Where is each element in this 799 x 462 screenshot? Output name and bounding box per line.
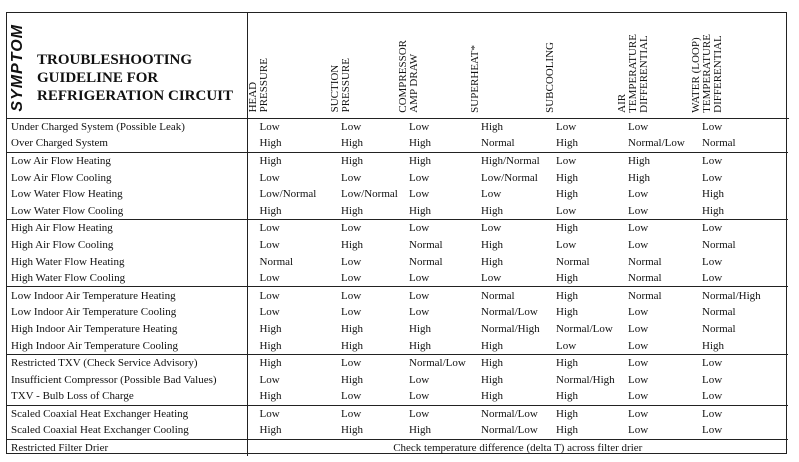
value-cell: Low [341, 120, 362, 133]
value-cell: High [397, 135, 469, 152]
value-cell: Low [628, 222, 649, 235]
value-cell: Low [409, 188, 430, 201]
value-cell: Low [341, 407, 362, 420]
value-cell: Low [702, 222, 723, 235]
symptom-cell: Low Air Flow Cooling [7, 169, 247, 186]
symptom-cell: High Air Flow Cooling [7, 237, 247, 254]
column-header-compressor-amp-draw: COMPRESSOR AMP DRAW [397, 13, 469, 118]
value-cell: Low [409, 222, 430, 235]
symptom-cell: Scaled Coaxial Heat Exchanger Heating [7, 405, 247, 422]
value-cell: High [341, 238, 363, 251]
value-cell: Low [397, 388, 469, 405]
symptom-cell: Scaled Coaxial Heat Exchanger Cooling [7, 422, 247, 439]
troubleshooting-table-frame [6, 12, 787, 454]
value-cell: Normal [469, 135, 544, 152]
value-cell: High [544, 388, 616, 405]
column-header-head-pressure: HEAD PRESSURE [247, 13, 329, 118]
value-cell: High [690, 202, 788, 219]
symptom-label: SYMPTOM [9, 23, 26, 112]
value-cell: Normal/Low [556, 322, 613, 335]
value-cell: Low [702, 255, 723, 268]
value-cell: Normal [690, 135, 788, 152]
header-row [7, 13, 788, 118]
value-cell: Low [259, 171, 280, 184]
column-header-superheat: SUPERHEAT* [469, 13, 544, 118]
value-cell: Low [702, 171, 723, 184]
table-row [7, 388, 788, 405]
value-cell: High [397, 422, 469, 439]
value-cell: Low [690, 422, 788, 439]
value-cell: High [247, 202, 329, 219]
table-row [7, 337, 788, 354]
symptom-cell: Insufficient Compressor (Possible Bad Values) [7, 371, 247, 388]
value-cell: Low [259, 222, 280, 235]
value-cell: High [481, 357, 503, 370]
value-cell: Low [409, 120, 430, 133]
value-cell: High [397, 202, 469, 219]
value-cell: Normal/High [556, 373, 615, 386]
value-cell: Low [409, 171, 430, 184]
value-cell: Low [341, 171, 362, 184]
table-row [7, 422, 788, 439]
value-cell: High [544, 135, 616, 152]
value-cell: Normal/Low [481, 407, 538, 420]
value-cell: Low [259, 238, 280, 251]
table-row [7, 118, 788, 135]
value-cell: High [247, 135, 329, 152]
value-cell: High [329, 135, 397, 152]
value-cell: Low [341, 222, 362, 235]
symptom-cell: Low Indoor Air Temperature Heating [7, 287, 247, 304]
column-header-air-temperature-differential: AIR TEMPERATURE DIFFERENTIAL [616, 13, 690, 118]
value-cell: High [409, 154, 431, 167]
table-row [7, 202, 788, 219]
value-cell: High [259, 154, 282, 167]
value-cell: Low [702, 120, 723, 133]
value-cell: Low [556, 154, 577, 167]
value-cell: Low [556, 120, 577, 133]
value-cell: Low [481, 188, 502, 201]
table-row [7, 152, 788, 169]
symptom-cell: Low Air Flow Heating [7, 152, 247, 169]
value-cell: Low [409, 289, 430, 302]
value-cell: Low [259, 373, 280, 386]
value-cell: Low [329, 270, 397, 287]
table-row [7, 253, 788, 270]
value-cell: Low [259, 289, 280, 302]
value-cell: Low [628, 188, 649, 201]
value-cell: Low [469, 270, 544, 287]
symptom-cell: Low Water Flow Cooling [7, 202, 247, 219]
value-cell: High [259, 322, 282, 335]
value-cell: High [329, 202, 397, 219]
value-cell: High [469, 337, 544, 354]
table-row [7, 304, 788, 321]
value-cell: Low [259, 407, 280, 420]
value-cell: High [259, 357, 282, 370]
value-cell: Low [556, 238, 577, 251]
value-cell: Normal [409, 238, 443, 251]
value-cell: High [481, 238, 503, 251]
symptom-cell: Under Charged System (Possible Leak) [7, 118, 247, 135]
symptom-header-cell [7, 13, 247, 118]
table-row [7, 287, 788, 304]
value-cell: Normal/Low [616, 135, 690, 152]
table-row [7, 237, 788, 254]
value-cell: Normal/High [481, 322, 540, 335]
table-row [7, 186, 788, 203]
value-cell: Low [702, 154, 723, 167]
value-cell: Normal [628, 255, 662, 268]
value-cell: High [247, 422, 329, 439]
table-row [7, 135, 788, 152]
value-cell: Normal [556, 255, 590, 268]
value-cell: Low [702, 407, 723, 420]
column-header-water-temperature-differential: WATER (LOOP) TEMPERATURE DIFFERENTIAL [690, 13, 788, 118]
value-cell: High [702, 188, 724, 201]
value-cell: High/Normal [481, 154, 540, 167]
value-cell: High [247, 388, 329, 405]
value-cell: Normal [628, 289, 662, 302]
symptom-cell: TXV - Bulb Loss of Charge [7, 388, 247, 405]
value-cell: Normal/High [702, 289, 761, 302]
table-row [7, 405, 788, 422]
value-cell: High [690, 337, 788, 354]
value-cell: Low [690, 388, 788, 405]
table-title: TROUBLESHOOTING GUIDELINE FOR REFRIGERATION CIRCUIT [37, 52, 233, 104]
table-row [7, 321, 788, 338]
value-cell: High [556, 357, 578, 370]
symptom-cell: Low Water Flow Heating [7, 186, 247, 203]
value-cell: Low [702, 357, 723, 370]
value-cell: High [628, 154, 650, 167]
symptom-cell: Restricted TXV (Check Service Advisory) [7, 354, 247, 371]
value-cell: Low/Normal [481, 171, 538, 184]
value-cell: Low/Normal [341, 188, 398, 201]
value-cell: Low [397, 270, 469, 287]
symptom-cell: High Air Flow Heating [7, 220, 247, 237]
table-row [7, 371, 788, 388]
value-cell: Normal [259, 255, 294, 268]
table-body [7, 118, 788, 456]
value-cell: Low [690, 270, 788, 287]
value-cell: Low [628, 357, 649, 370]
value-cell: High [469, 202, 544, 219]
value-cell: High [544, 422, 616, 439]
value-cell: Low [341, 306, 362, 319]
value-cell: High [341, 322, 363, 335]
value-cell: High [481, 255, 503, 268]
table-row [7, 220, 788, 237]
value-cell: Low [481, 222, 502, 235]
symptom-cell: Restricted Filter Drier [7, 439, 247, 456]
value-cell: High [556, 306, 578, 319]
value-cell: High [556, 188, 578, 201]
filter-drier-note: Check temperature difference (delta T) across filter drier [393, 442, 643, 455]
symptom-cell: High Water Flow Cooling [7, 270, 247, 287]
value-cell: High [556, 407, 578, 420]
value-cell: Low [259, 306, 280, 319]
value-cell: Low/Normal [259, 188, 317, 201]
value-cell: Low [341, 255, 362, 268]
value-cell: High [329, 422, 397, 439]
table-row [7, 169, 788, 186]
symptom-cell: Low Indoor Air Temperature Cooling [7, 304, 247, 321]
value-cell: Low [628, 373, 649, 386]
value-cell: High [247, 337, 329, 354]
value-cell: Low [628, 322, 649, 335]
value-cell: Low [616, 422, 690, 439]
value-cell: High [341, 373, 363, 386]
value-cell: Low [341, 289, 362, 302]
symptom-cell: High Water Flow Heating [7, 253, 247, 270]
value-cell: Normal [702, 238, 736, 251]
symptom-cell: High Indoor Air Temperature Cooling [7, 337, 247, 354]
value-cell: High [409, 322, 431, 335]
value-cell: Normal [409, 255, 443, 268]
value-cell: High [628, 171, 650, 184]
value-cell: Normal/Low [409, 357, 466, 370]
value-cell: Normal/Low [481, 306, 538, 319]
value-cell: Low [702, 373, 723, 386]
value-cell: High [481, 373, 503, 386]
value-cell: Low [544, 202, 616, 219]
column-header-suction-pressure: SUCTION PRESSURE [329, 13, 397, 118]
value-cell: High [341, 154, 363, 167]
value-cell: Low [409, 373, 430, 386]
value-cell: Low [341, 357, 362, 370]
value-cell: Low [329, 388, 397, 405]
value-cell: Normal [702, 322, 736, 335]
value-cell: Normal [702, 306, 736, 319]
value-cell: High [397, 337, 469, 354]
value-cell: Low [409, 306, 430, 319]
table-row [7, 354, 788, 371]
troubleshooting-table [7, 13, 789, 456]
value-cell: Low [616, 337, 690, 354]
value-cell: Normal/Low [469, 422, 544, 439]
value-cell: High [556, 289, 578, 302]
value-cell: High [469, 388, 544, 405]
value-cell: High [329, 337, 397, 354]
value-cell: Low [628, 120, 649, 133]
value-cell: Low [247, 270, 329, 287]
column-header-subcooling: SUBCOOLING [544, 13, 616, 118]
value-cell: Low [628, 407, 649, 420]
value-cell: High [481, 120, 503, 133]
table-row-filter-drier [7, 439, 788, 456]
value-cell: Low [616, 202, 690, 219]
value-cell: Low [628, 306, 649, 319]
symptom-cell: High Indoor Air Temperature Heating [7, 321, 247, 338]
value-cell: High [556, 171, 578, 184]
value-cell: High [556, 222, 578, 235]
value-cell: Low [628, 238, 649, 251]
value-cell: Low [259, 120, 280, 133]
value-cell: Normal [481, 289, 515, 302]
table-row [7, 270, 788, 287]
value-cell: Normal [616, 270, 690, 287]
value-cell: Low [409, 407, 430, 420]
value-cell: Low [544, 337, 616, 354]
value-cell: High [544, 270, 616, 287]
symptom-cell: Over Charged System [7, 135, 247, 152]
value-cell: Low [616, 388, 690, 405]
